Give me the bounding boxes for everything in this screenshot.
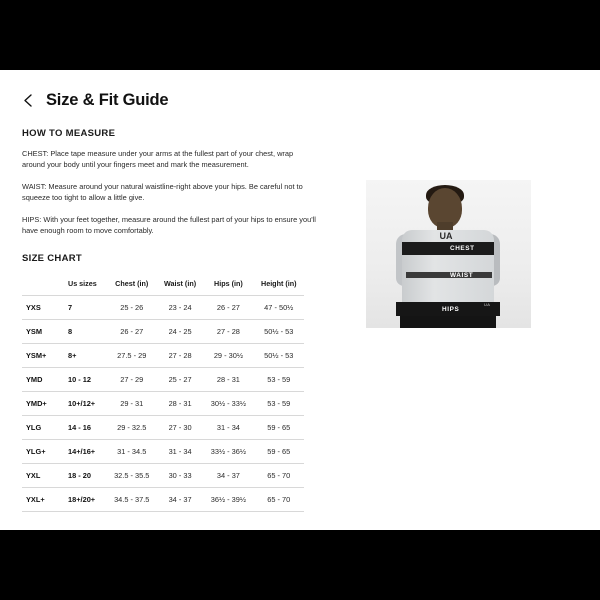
column-header-us-sizes: Us sizes xyxy=(68,278,97,288)
cell-waist: 31 - 34 xyxy=(157,439,203,463)
cell-us-size: 14 - 16 xyxy=(64,415,107,439)
cell-hips: 30½ - 33½ xyxy=(203,391,253,415)
cell-height: 50½ - 53 xyxy=(254,343,304,367)
cell-us-size: 10 - 12 xyxy=(64,367,107,391)
cell-hips: 28 - 31 xyxy=(203,367,253,391)
cell-us-size: 8 xyxy=(64,319,107,343)
size-fit-guide-page xyxy=(0,70,600,530)
cell-chest: 32.5 - 35.5 xyxy=(107,463,157,487)
left-column xyxy=(0,110,360,512)
cell-us-size: 18+/20+ xyxy=(64,487,107,511)
cell-chest: 29 - 31 xyxy=(107,391,157,415)
measure-paragraph-waist: WAIST: Measure around your natural waistline-right above your hips. Be careful not to squeeze too tight to allow a little give. xyxy=(22,181,303,203)
cell-size-code: YXL+ xyxy=(22,487,64,511)
cell-height: 59 - 65 xyxy=(254,415,304,439)
cell-size-code: YSM+ xyxy=(22,343,64,367)
chest-measure-band xyxy=(402,242,494,255)
cell-us-size: 7 xyxy=(64,295,107,319)
page-content xyxy=(0,110,600,512)
size-chart-table xyxy=(22,274,304,512)
cell-size-code: YXL xyxy=(22,463,64,487)
right-column xyxy=(360,110,560,512)
measure-paragraph-chest: CHEST: Place tape measure under your arms at the fullest part of your chest, wrap around your body until your fingers meet and mark the measurement. xyxy=(22,149,294,170)
table-row xyxy=(22,391,304,415)
how-to-measure-heading: HOW TO MEASURE xyxy=(22,128,116,139)
column-header-height: Height (in) xyxy=(261,278,297,288)
cell-size-code: YLG+ xyxy=(22,439,64,463)
cell-waist: 27 - 30 xyxy=(157,415,203,439)
cell-waist: 24 - 25 xyxy=(157,319,203,343)
cell-chest: 25 - 26 xyxy=(107,295,157,319)
back-chevron-left-icon[interactable] xyxy=(18,90,38,110)
cell-height: 47 - 50½ xyxy=(254,295,304,319)
cell-us-size: 10+/12+ xyxy=(64,391,107,415)
chest-label: CHEST xyxy=(450,245,475,252)
cell-height: 65 - 70 xyxy=(254,463,304,487)
cell-hips: 34 - 37 xyxy=(203,463,253,487)
cell-hips: 27 - 28 xyxy=(203,319,253,343)
cell-us-size: 8+ xyxy=(64,343,107,367)
cell-waist: 25 - 27 xyxy=(157,367,203,391)
cell-us-size: 18 - 20 xyxy=(64,463,107,487)
cell-height: 50½ - 53 xyxy=(254,319,304,343)
cell-size-code: YMD xyxy=(22,367,64,391)
cell-hips: 26 - 27 xyxy=(203,295,253,319)
cell-waist: 27 - 28 xyxy=(157,343,203,367)
column-header-hips: Hips (in) xyxy=(214,278,243,288)
table-body xyxy=(22,295,304,511)
cell-us-size: 14+/16+ xyxy=(64,439,107,463)
hips-label: HIPS xyxy=(442,306,460,313)
cell-chest: 26 - 27 xyxy=(107,319,157,343)
table-row xyxy=(22,439,304,463)
table-row xyxy=(22,295,304,319)
table-row xyxy=(22,343,304,367)
column-header-size-code xyxy=(22,274,64,296)
cell-chest: 27 - 29 xyxy=(107,367,157,391)
cell-hips: 29 - 30½ xyxy=(203,343,253,367)
cell-waist: 30 - 33 xyxy=(157,463,203,487)
measurement-diagram-photo xyxy=(366,180,531,328)
cell-chest: 34.5 - 37.5 xyxy=(107,487,157,511)
table-head xyxy=(22,274,304,296)
table-row xyxy=(22,487,304,511)
cell-waist: 23 - 24 xyxy=(157,295,203,319)
cell-waist: 28 - 31 xyxy=(157,391,203,415)
table-row xyxy=(22,463,304,487)
shirt-tag: UA xyxy=(484,302,491,307)
cell-size-code: YLG xyxy=(22,415,64,439)
cell-hips: 33½ - 36½ xyxy=(203,439,253,463)
cell-size-code: YSM xyxy=(22,319,64,343)
waist-label: WAIST xyxy=(450,272,474,279)
cell-waist: 34 - 37 xyxy=(157,487,203,511)
cell-hips: 31 - 34 xyxy=(203,415,253,439)
page-header xyxy=(0,70,600,110)
cell-height: 53 - 59 xyxy=(254,391,304,415)
column-header-waist: Waist (in) xyxy=(164,278,197,288)
size-chart-heading: SIZE CHART xyxy=(22,252,82,264)
table-header-row xyxy=(22,274,304,296)
cell-size-code: YMD+ xyxy=(22,391,64,415)
cell-chest: 29 - 32.5 xyxy=(107,415,157,439)
cell-height: 65 - 70 xyxy=(254,487,304,511)
column-header-chest: Chest (in) xyxy=(115,278,149,288)
table-row xyxy=(22,367,304,391)
cell-chest: 31 - 34.5 xyxy=(107,439,157,463)
page-title: Size & Fit Guide xyxy=(46,90,169,109)
cell-hips: 36½ - 39½ xyxy=(203,487,253,511)
cell-size-code: YXS xyxy=(22,295,64,319)
cell-chest: 27.5 - 29 xyxy=(107,343,157,367)
measure-paragraph-hips: HIPS: With your feet together, measure around the fullest part of your hips to ensure you'll have enough room to move comfortably. xyxy=(22,214,316,236)
waist-measure-band xyxy=(406,272,492,278)
cell-height: 53 - 59 xyxy=(254,367,304,391)
brand-logo: UA xyxy=(439,231,453,241)
table-row xyxy=(22,319,304,343)
cell-height: 59 - 65 xyxy=(254,439,304,463)
table-row xyxy=(22,415,304,439)
